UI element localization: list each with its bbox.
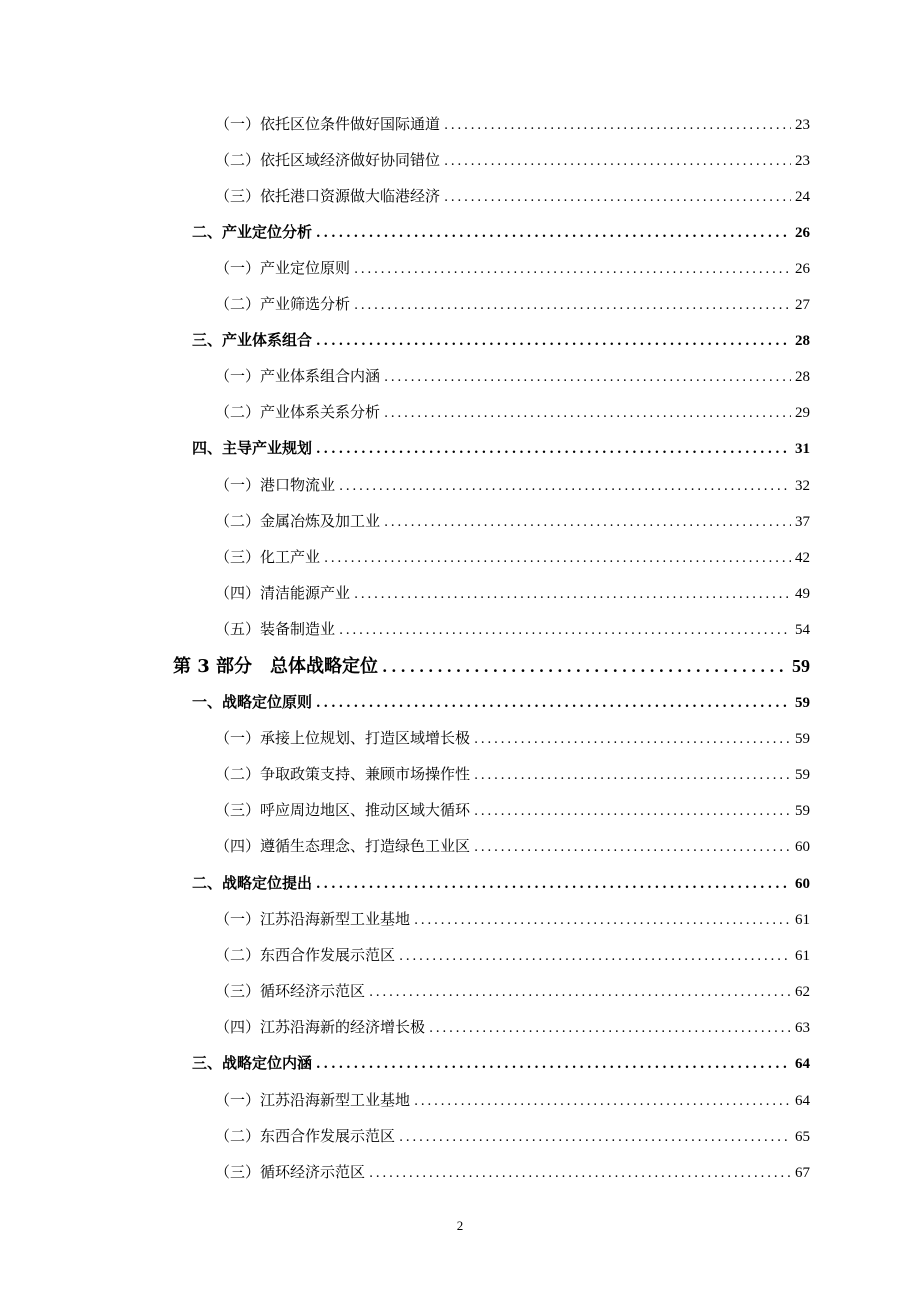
toc-entry-label: （一）港口物流业 — [215, 476, 336, 494]
toc-entry[interactable] — [215, 475, 810, 497]
toc-entry-label: （二）依托区域经济做好协同错位 — [215, 151, 441, 169]
toc-entry-label: （四）清洁能源产业 — [215, 584, 351, 602]
toc-leader-dots — [354, 585, 791, 605]
toc-entry-page: 49 — [795, 586, 810, 602]
toc-entry-label: （二）东西合作发展示范区 — [215, 1127, 396, 1145]
toc-entry[interactable] — [215, 764, 810, 786]
toc-section-entry[interactable] — [192, 438, 810, 460]
toc-entry-page: 61 — [795, 912, 810, 928]
toc-entry-page: 32 — [795, 478, 810, 494]
toc-leader-dots — [324, 549, 791, 569]
toc-entry[interactable] — [215, 728, 810, 750]
toc-entry-page: 61 — [795, 948, 810, 964]
toc-entry-label: （四）江苏沿海新的经济增长极 — [215, 1018, 426, 1036]
toc-entry-label: （二）东西合作发展示范区 — [215, 946, 396, 964]
toc-leader-dots — [316, 224, 791, 244]
toc-entry-page: 64 — [795, 1056, 810, 1072]
toc-entry-page: 26 — [795, 225, 810, 241]
toc-entry[interactable] — [215, 1126, 810, 1148]
toc-entry-page: 67 — [795, 1165, 810, 1181]
toc-entry-page: 63 — [795, 1020, 810, 1036]
toc-entry-label: （一）产业定位原则 — [215, 259, 351, 277]
toc-entry-page: 60 — [795, 839, 810, 855]
toc-entry-page: 42 — [795, 550, 810, 566]
toc-section-entry[interactable] — [192, 330, 810, 352]
toc-entry-page: 64 — [795, 1093, 810, 1109]
toc-entry-page: 28 — [795, 369, 810, 385]
toc-leader-dots — [414, 1092, 791, 1112]
toc-leader-dots — [354, 296, 791, 316]
toc-entry[interactable] — [215, 909, 810, 931]
toc-entry-label: （三）化工产业 — [215, 548, 321, 566]
toc-entry-page: 29 — [795, 405, 810, 421]
page-number: 2 — [456, 1218, 464, 1233]
toc-entry-page: 27 — [795, 297, 810, 313]
toc-leader-dots — [316, 332, 791, 352]
toc-entry-page: 23 — [795, 117, 810, 133]
toc-leader-dots — [444, 152, 791, 172]
toc-part-label: 第 3 部分 总体战略定位 — [173, 656, 379, 677]
toc-leader-dots — [474, 730, 791, 750]
toc-entry-label: （三）循环经济示范区 — [215, 1163, 366, 1181]
toc-leader-dots — [474, 838, 791, 858]
toc-entry-label: 三、战略定位内涵 — [192, 1054, 313, 1072]
toc-entry-label: （五）装备制造业 — [215, 620, 336, 638]
toc-entry[interactable] — [215, 511, 810, 533]
toc-entry-label: 三、产业体系组合 — [192, 331, 313, 349]
toc-entry-page: 37 — [795, 514, 810, 530]
toc-entry-label: 二、战略定位提出 — [192, 874, 313, 892]
toc-entry[interactable] — [215, 836, 810, 858]
toc-entry-label: （二）产业体系关系分析 — [215, 403, 381, 421]
toc-entry[interactable] — [215, 258, 810, 280]
toc-section-entry[interactable] — [192, 692, 810, 714]
toc-entry-label: （一）江苏沿海新型工业基地 — [215, 1091, 411, 1109]
toc-leader-dots — [474, 802, 791, 822]
toc-entry-label: （三）循环经济示范区 — [215, 982, 366, 1000]
toc-entry-label: （二）金属冶炼及加工业 — [215, 512, 381, 530]
toc-leader-dots — [354, 260, 791, 280]
toc-leader-dots — [444, 188, 791, 208]
toc-leader-dots — [384, 368, 791, 388]
toc-entry[interactable] — [215, 186, 810, 208]
toc-leader-dots — [339, 621, 791, 641]
toc-entry[interactable] — [215, 1162, 810, 1184]
toc-entry-label: 一、战略定位原则 — [192, 693, 313, 711]
toc-entry-label: （三）依托港口资源做大临港经济 — [215, 187, 441, 205]
toc-leader-dots — [474, 766, 791, 786]
toc-part-entry[interactable] — [173, 654, 810, 679]
toc-leader-dots — [399, 947, 791, 967]
toc-leader-dots — [444, 116, 791, 136]
toc-entry[interactable] — [215, 1017, 810, 1039]
toc-entry-label: （一）江苏沿海新型工业基地 — [215, 910, 411, 928]
toc-entry-label: 四、主导产业规划 — [192, 439, 313, 457]
toc-entry[interactable] — [215, 619, 810, 641]
toc-entry-label: （二）争取政策支持、兼顾市场操作性 — [215, 765, 471, 783]
toc-entry-label: （二）产业筛选分析 — [215, 295, 351, 313]
toc-entry-page: 24 — [795, 189, 810, 205]
toc-section-entry[interactable] — [192, 1053, 810, 1075]
toc-leader-dots — [384, 513, 791, 533]
toc-entry[interactable] — [215, 945, 810, 967]
toc-entry-page: 59 — [792, 656, 810, 676]
toc-entry-page: 28 — [795, 333, 810, 349]
toc-leader-dots — [316, 1055, 791, 1075]
toc-entry-label: （四）遵循生态理念、打造绿色工业区 — [215, 837, 471, 855]
toc-leader-dots — [384, 404, 791, 424]
toc-entry-page: 62 — [795, 984, 810, 1000]
toc-entry[interactable] — [215, 547, 810, 569]
toc-entry-label: 二、产业定位分析 — [192, 223, 313, 241]
toc-leader-dots — [316, 875, 791, 895]
toc-entry[interactable] — [215, 114, 810, 136]
toc-leader-dots — [414, 911, 791, 931]
toc-entry-page: 59 — [795, 731, 810, 747]
toc-entry-page: 59 — [795, 803, 810, 819]
toc-entry[interactable] — [215, 800, 810, 822]
toc-entry[interactable] — [215, 294, 810, 316]
toc-leader-dots — [382, 655, 788, 679]
toc-entry[interactable] — [215, 366, 810, 388]
toc-entry-page: 23 — [795, 153, 810, 169]
toc-leader-dots — [339, 477, 791, 497]
toc-entry-label: （三）呼应周边地区、推动区域大循环 — [215, 801, 471, 819]
toc-entry-page: 26 — [795, 261, 810, 277]
toc-entry-label: （一）依托区位条件做好国际通道 — [215, 115, 441, 133]
toc-leader-dots — [369, 1164, 791, 1184]
toc-leader-dots — [429, 1019, 791, 1039]
toc-entry[interactable] — [215, 150, 810, 172]
toc-entry[interactable] — [215, 981, 810, 1003]
toc-leader-dots — [316, 694, 791, 714]
toc-entry-page: 54 — [795, 622, 810, 638]
toc-entry[interactable] — [215, 402, 810, 424]
toc-entry[interactable] — [215, 1090, 810, 1112]
toc-section-entry[interactable] — [192, 222, 810, 244]
toc-entry-page: 60 — [795, 876, 810, 892]
toc-entry[interactable] — [215, 583, 810, 605]
toc-leader-dots — [369, 983, 791, 1003]
toc-leader-dots — [399, 1128, 791, 1148]
toc-entry-label: （一）承接上位规划、打造区域增长极 — [215, 729, 471, 747]
toc-section-entry[interactable] — [192, 873, 810, 895]
toc-entry-page: 65 — [795, 1129, 810, 1145]
toc-leader-dots — [316, 440, 791, 460]
toc-entry-page: 31 — [795, 441, 810, 457]
toc-entry-page: 59 — [795, 767, 810, 783]
toc-entry-page: 59 — [795, 695, 810, 711]
toc-entry-label: （一）产业体系组合内涵 — [215, 367, 381, 385]
